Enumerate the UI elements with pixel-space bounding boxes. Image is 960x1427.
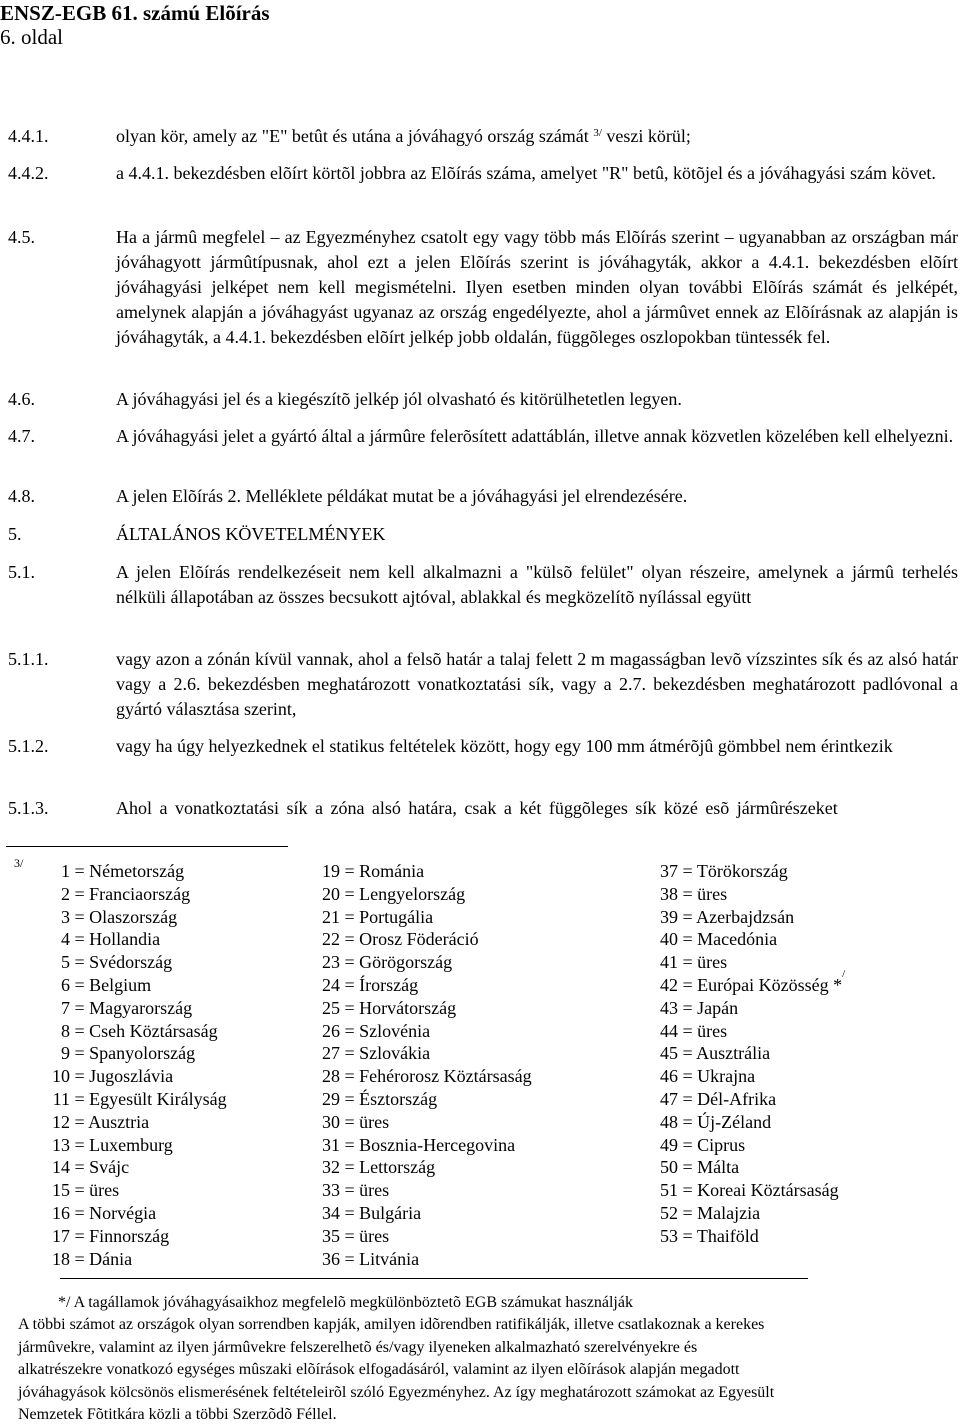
country-name: = Norvégia: [70, 1202, 157, 1223]
country-code-item: [322, 1065, 532, 1088]
country-code-number: 39: [660, 906, 678, 927]
country-code-item: [44, 906, 227, 929]
country-name: = üres: [70, 1180, 120, 1201]
country-name: = Orosz Föderáció: [340, 929, 479, 950]
country-code-item: [322, 1179, 532, 1202]
country-code-item: [660, 1202, 845, 1225]
country-code-number: 37: [660, 861, 678, 881]
para-number: 5.1.2.: [8, 736, 49, 756]
country-name: = Dél-Afrika: [678, 1088, 777, 1109]
country-code-number: 49: [660, 1134, 678, 1155]
country-code-item: [322, 906, 532, 929]
country-code-number: 9: [61, 1043, 70, 1064]
country-code-number: 19: [322, 861, 340, 881]
para-text: olyan kör, amely az "E" betût és utána a jóváhagyó ország számát $^{3/}$ veszi körül;: [116, 126, 691, 146]
country-name: = Franciaország: [70, 883, 191, 904]
country-name: = üres: [678, 883, 728, 904]
country-code-item: [44, 1202, 227, 1225]
country-name: = Ausztrália: [678, 1043, 771, 1064]
footnote-marker: 3/: [14, 856, 24, 870]
country-name: = Európai Közösség *: [678, 974, 843, 995]
country-code-list-1: [44, 860, 227, 1270]
country-code-item: [660, 1042, 845, 1065]
country-code-item: [44, 883, 227, 906]
country-name: = üres: [340, 1180, 390, 1201]
para-text: A jelen Elõírás 2. Melléklete példákat mutat be a jóváhagyási jel elrendezésére.: [116, 486, 688, 506]
country-name: = Ciprus: [678, 1134, 746, 1155]
country-code-number: 51: [660, 1180, 678, 1201]
country-code-number: 44: [660, 1020, 678, 1041]
footnote-separator: [6, 846, 288, 847]
country-name: = üres: [678, 952, 728, 973]
country-code-number: 40: [660, 929, 678, 950]
footnote-ref: /: [842, 967, 846, 980]
country-code-list-3: [660, 860, 845, 1248]
country-code-number: 31: [322, 1134, 340, 1155]
country-code-item: [322, 1042, 532, 1065]
country-code-number: 53: [660, 1225, 678, 1246]
country-name: = Bosznia-Hercegovina: [340, 1134, 516, 1155]
country-code-number: 3: [61, 906, 70, 927]
country-code-item: [322, 1202, 532, 1225]
country-code-number: 11: [52, 1088, 70, 1109]
footnote-line: A többi számot az országok olyan sorrendben kapják, amilyen idõrendben ratifikálják, illetve csatlakoznak a kerekes: [18, 1316, 765, 1333]
country-code-item: [660, 1111, 845, 1134]
country-code-item: [322, 928, 532, 951]
para-text: A jóváhagyási jel és a kiegészítõ jelkép jól olvasható és kitörülhetetlen legyen.: [116, 389, 682, 409]
country-code-number: 52: [660, 1202, 678, 1223]
country-code-number: 25: [322, 997, 340, 1018]
country-code-item: [322, 1134, 532, 1157]
country-name: = Hollandia: [70, 929, 161, 950]
footnote-line: jóváhagyások kölcsönös elismerésének feltételeirõl szóló Egyezményhez. Az így meghatározott számokat az Egyesült: [18, 1383, 775, 1401]
country-code-number: 20: [322, 883, 340, 904]
country-name: = Luxemburg: [70, 1134, 173, 1155]
country-name: = Fehérorosz Köztársaság: [340, 1066, 532, 1087]
country-code-item: [322, 974, 532, 997]
country-code-number: 48: [660, 1111, 678, 1132]
footnote-star-note: */ A tagállamok jóváhagyásaikhoz megfelelõ megkülönböztetõ EGB számukat használják: [58, 1294, 633, 1311]
para-text: vagy ha úgy helyezkednek el statikus feltételek között, hogy egy 100 mm átmérõjû gömbbel nem érintkezik: [116, 736, 893, 756]
country-code-item: [660, 1156, 845, 1179]
country-name: = Írország: [340, 974, 419, 995]
country-code-item: [660, 906, 845, 929]
country-code-number: 21: [322, 906, 340, 927]
country-code-item: [44, 928, 227, 951]
country-name: = Németország: [70, 861, 185, 881]
country-code-number: 22: [322, 929, 340, 950]
country-code-number: 23: [322, 952, 340, 973]
country-code-number: 26: [322, 1020, 340, 1041]
country-code-number: 5: [61, 952, 70, 973]
country-code-item: [44, 1088, 227, 1111]
country-code-number: 6: [61, 974, 70, 995]
footnote-line: jármûvekre, valamint az ilyen jármûvekre felszerelhetõ és/vagy ilyeneken alkalmazható szerelvényekre és: [18, 1338, 698, 1356]
para-number: 4.5.: [8, 227, 35, 247]
para-number: 4.4.1.: [8, 126, 49, 146]
para-text: Ahol a vonatkoztatási sík a zóna alsó határa, csak a két függõleges sík közé esõ jármûrészeket: [116, 798, 838, 818]
country-name: = üres: [340, 1225, 390, 1246]
para-text: vagy azon a zónán kívül vannak, ahol a felsõ határ a talaj felett 2 m magasságban levõ vízszintes sík és az alsó határ vagy a 2.6. bekezdésben meghatározott vonatkoztatási sík, vagy a 2.7. bekezdésben meghatározott padlóvonal a gyártó választása szerint,: [116, 649, 958, 719]
country-name: = Románia: [340, 861, 425, 881]
country-code-item: [322, 883, 532, 906]
country-code-number: 38: [660, 883, 678, 904]
country-name: = Szlovénia: [340, 1020, 431, 1041]
para-number: 4.7.: [8, 426, 35, 446]
country-name: = Litvánia: [340, 1248, 420, 1269]
country-name: = Szlovákia: [340, 1043, 431, 1064]
country-code-item: [44, 1020, 227, 1043]
country-name: = Spanyolország: [70, 1043, 196, 1064]
country-code-item: [44, 1225, 227, 1248]
country-name: = Svédország: [70, 952, 173, 973]
country-code-item: [322, 1088, 532, 1111]
country-code-item: [44, 1065, 227, 1088]
country-code-item: [660, 951, 845, 974]
para-text: a 4.4.1. bekezdésben elõírt körtõl jobbra az Elõírás száma, amelyet "R" betû, kötõjel és a jóváhagyási szám követ.: [116, 163, 936, 183]
country-code-number: 35: [322, 1225, 340, 1246]
country-code-number: 34: [322, 1202, 340, 1223]
country-code-number: 45: [660, 1043, 678, 1064]
country-name: = Egyesült Királyság: [70, 1088, 227, 1109]
para-text: A jelen Elõírás rendelkezéseit nem kell alkalmazni a "külsõ felület" olyan részeire, amelynek a jármû terhelés nélküli állapotában az összes becsukott ajtóval, ablakkal és megközelítõ nyílással együtt: [116, 562, 958, 607]
country-code-number: 12: [52, 1111, 70, 1132]
country-code-list-2: [322, 860, 532, 1270]
country-code-number: 47: [660, 1088, 678, 1109]
para-text: Ha a jármû megfelel – az Egyezményhez csatolt egy vagy több más Elõírás szerint – ugyanabban az országban már jóváhagyott jármûtípusnak, ahol ezt a jelen Elõírás szerint is jóváhagyták, akkor a 4.4.1. bekezdésben elõírt jóváhagyási jelképet nem kell megismételni. Ilyen esetben minden olyan további Elõírás számát és jelképét, amelynek alapján a jóváhagyást ugyanaz az ország engedélyezte, ahol a jármûvet ennek az Elõírásnak az alapján is jóváhagyták, a 4.4.1. bekezdésben elõírt jelkép jobb oldalán, függõleges oszlopokban tüntessék fel.: [116, 227, 958, 347]
country-code-number: 14: [52, 1157, 70, 1178]
country-code-item: [322, 1020, 532, 1043]
country-code-item: [660, 883, 845, 906]
footnote-ref: 3/: [593, 127, 602, 139]
para-number: 4.6.: [8, 389, 35, 409]
country-code-number: 30: [322, 1111, 340, 1132]
country-name: = Törökország: [678, 861, 788, 881]
country-code-number: 32: [322, 1157, 340, 1178]
country-code-item: [322, 1225, 532, 1248]
para-text: A jóváhagyási jelet a gyártó által a jármûre felerõsített adattáblán, illetve annak közvetlen közelében kell elhelyezni.: [116, 426, 954, 446]
country-name: = Lettország: [340, 1157, 436, 1178]
country-code-item: [660, 1134, 845, 1157]
country-code-item: [44, 1134, 227, 1157]
country-code-item: [322, 1156, 532, 1179]
country-code-number: 8: [61, 1020, 70, 1041]
country-name: = Olaszország: [70, 906, 178, 927]
country-code-item: [44, 1111, 227, 1134]
country-code-number: 7: [61, 997, 70, 1018]
para-number: 5.: [8, 524, 22, 544]
country-code-item: [660, 1065, 845, 1088]
country-name: = üres: [340, 1111, 390, 1132]
country-name: = Thaiföld: [678, 1225, 759, 1246]
country-code-number: 42: [660, 974, 678, 995]
country-code-item: [660, 997, 845, 1020]
country-code-number: 17: [52, 1225, 70, 1246]
para-number: 4.4.2.: [8, 163, 49, 183]
country-name: = Lengyelország: [340, 883, 466, 904]
country-code-number: 16: [52, 1202, 70, 1223]
country-code-number: 46: [660, 1066, 678, 1087]
country-code-item: [44, 860, 227, 883]
country-code-item: [660, 1179, 845, 1202]
footnote-explanation: [18, 1314, 774, 1427]
country-name: = Azerbajdzsán: [678, 906, 795, 927]
country-code-item: [660, 928, 845, 951]
country-code-item: [660, 967, 846, 997]
country-code-item: [44, 1042, 227, 1065]
country-code-item: [44, 1179, 227, 1202]
country-name: = Cseh Köztársaság: [70, 1020, 218, 1041]
country-code-number: 15: [52, 1180, 70, 1201]
country-name: = Málta: [678, 1157, 740, 1178]
country-name: = Jugoszlávia: [70, 1066, 174, 1087]
para-number: 5.1.: [8, 562, 35, 582]
country-code-number: 50: [660, 1157, 678, 1178]
country-code-item: [322, 997, 532, 1020]
country-code-item: [322, 951, 532, 974]
country-name: = Finnország: [70, 1225, 170, 1246]
country-code-number: 28: [322, 1066, 340, 1087]
section-heading: ÁLTALÁNOS KÖVETELMÉNYEK: [116, 524, 386, 544]
para-number: 5.1.1.: [8, 649, 49, 669]
country-code-number: 18: [52, 1248, 70, 1269]
country-code-number: 13: [52, 1134, 70, 1155]
country-code-number: 1: [61, 861, 70, 881]
country-code-number: 10: [52, 1066, 70, 1087]
country-name: = Görögország: [340, 952, 453, 973]
country-name: = Horvátország: [340, 997, 457, 1018]
footnote-line: Nemzetek Fõtitkára közli a többi Szerzõdõ Féllel.: [18, 1406, 337, 1423]
footnote-line: alkatrészekre vonatkozó egységes mûszaki elõírások elfogadásáról, valamint az ilyen elõírások alapján megadott: [18, 1361, 740, 1378]
country-name: = Koreai Köztársaság: [678, 1180, 839, 1201]
country-code-item: [322, 860, 532, 883]
country-code-item: [660, 1020, 845, 1043]
country-name: = Dánia: [70, 1248, 133, 1269]
country-name: = Észtország: [340, 1088, 438, 1109]
country-code-item: [44, 1156, 227, 1179]
country-code-item: [44, 997, 227, 1020]
country-code-number: 2: [61, 883, 70, 904]
footnote-inner-separator: [60, 1278, 808, 1279]
country-name: = Macedónia: [678, 929, 778, 950]
country-code-number: 33: [322, 1180, 340, 1201]
para-number: 5.1.3.: [8, 798, 49, 818]
country-name: = Portugália: [340, 906, 434, 927]
country-name: = Japán: [678, 997, 739, 1018]
country-name: = Ausztria: [70, 1111, 150, 1132]
country-code-item: [44, 951, 227, 974]
document-title: ENSZ-EGB 61. számú Elõírás: [0, 1, 270, 25]
country-code-number: 29: [322, 1088, 340, 1109]
country-code-item: [322, 1248, 532, 1271]
country-name: = Svájc: [70, 1157, 130, 1178]
country-code-item: [660, 1088, 845, 1111]
country-name: = Magyarország: [70, 997, 193, 1018]
para-number: 4.8.: [8, 486, 35, 506]
country-code-number: 41: [660, 952, 678, 973]
country-code-item: [660, 1225, 845, 1248]
country-code-item: [44, 974, 227, 997]
country-name: = Belgium: [70, 974, 152, 995]
country-code-number: 24: [322, 974, 340, 995]
country-code-number: 4: [61, 929, 70, 950]
country-name: = Új-Zéland: [678, 1111, 772, 1132]
country-name: = Malajzia: [678, 1202, 761, 1223]
country-code-number: 43: [660, 997, 678, 1018]
country-name: = Ukrajna: [678, 1066, 756, 1087]
country-code-item: [44, 1248, 227, 1271]
country-code-number: 27: [322, 1043, 340, 1064]
page-number: 6. oldal: [0, 25, 63, 49]
country-code-item: [660, 860, 845, 883]
country-name: = üres: [678, 1020, 728, 1041]
country-name: = Bulgária: [340, 1202, 422, 1223]
country-code-item: [322, 1111, 532, 1134]
country-code-number: 36: [322, 1248, 340, 1269]
